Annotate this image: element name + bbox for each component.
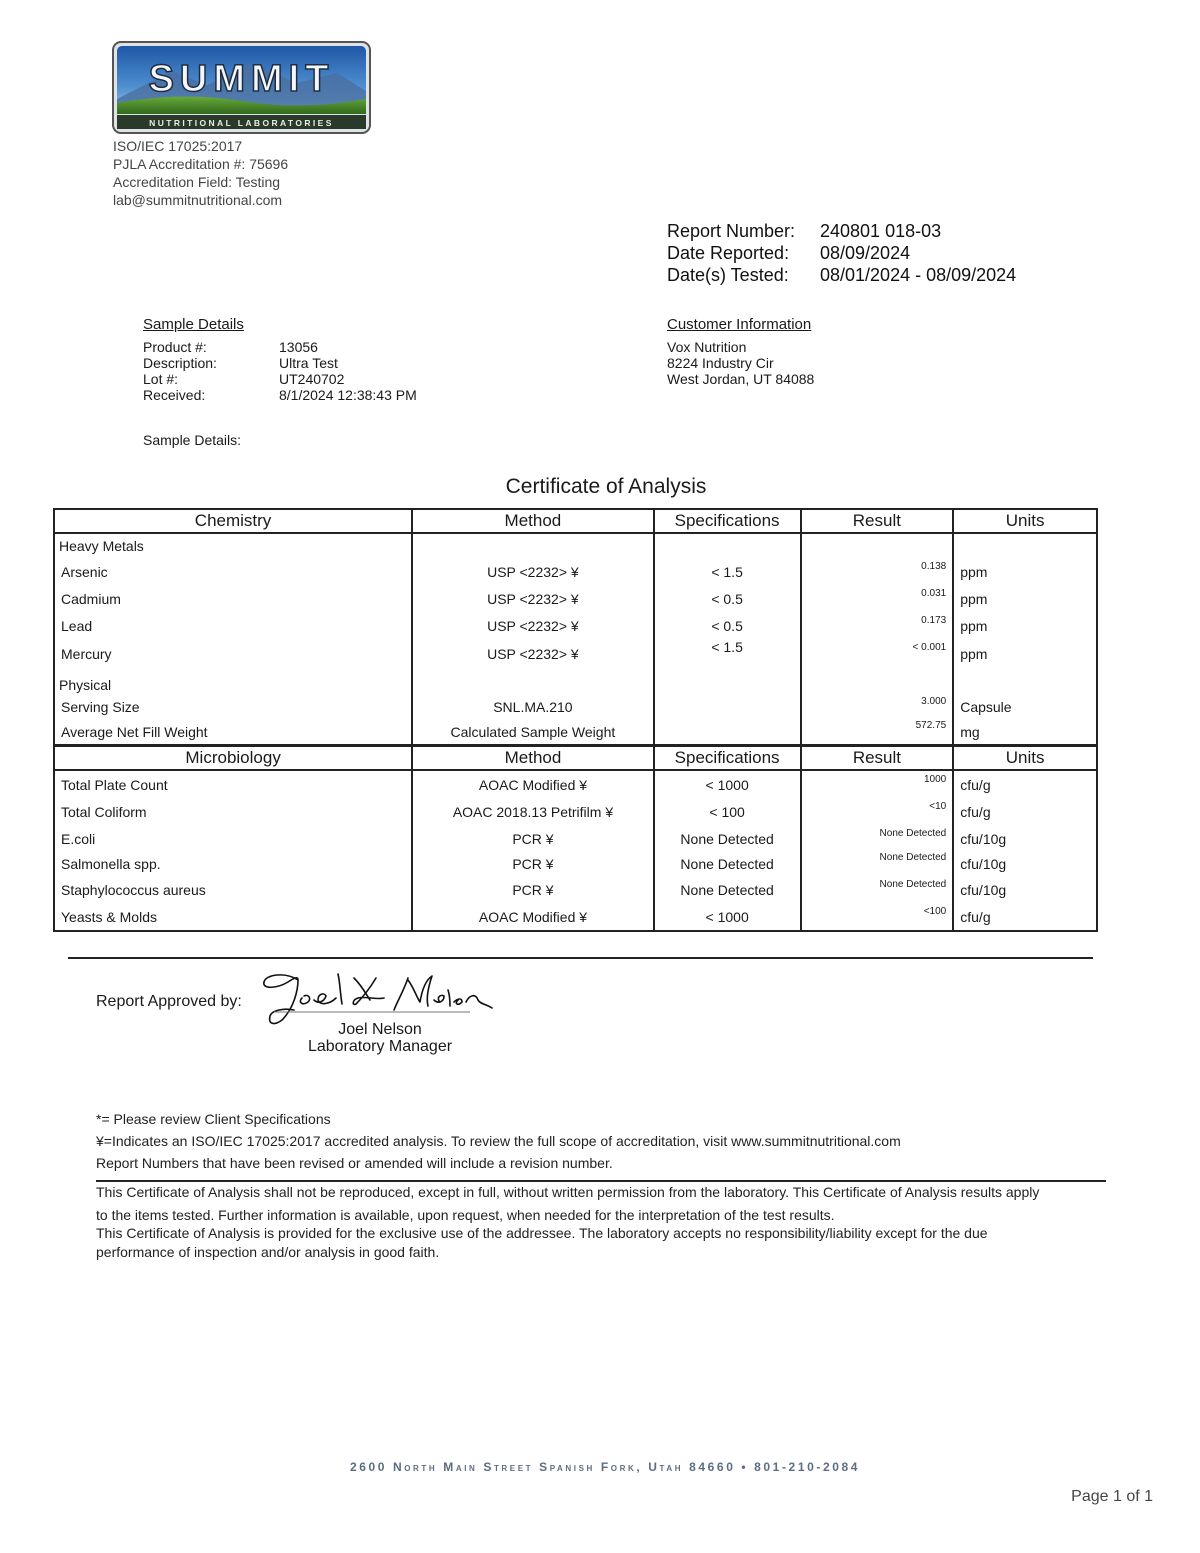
analyte-name: Total Coliform <box>54 798 412 825</box>
sample-details-note-label: Sample Details: <box>143 432 242 448</box>
signature <box>258 968 503 1028</box>
table-row <box>54 639 1097 669</box>
column-header: Method <box>412 746 653 770</box>
column-header: Result <box>801 509 954 533</box>
page-number: Page 1 of 1 <box>1071 1488 1153 1505</box>
product-number: 13056 <box>279 339 318 355</box>
specification: < 0.5 <box>654 612 801 639</box>
result: 0.138 <box>801 558 954 585</box>
disclaimer-line: This Certificate of Analysis shall not be reproduced, except in full, without written permission from the laboratory. This Certificate of Analysis results apply <box>96 1184 1040 1200</box>
column-header: Units <box>953 509 1097 533</box>
customer-city: West Jordan, UT 84088 <box>667 371 815 387</box>
notes <box>96 1108 901 1174</box>
description: Ultra Test <box>279 355 338 371</box>
logo-subtitle: NUTRITIONAL LABORATORIES <box>149 118 334 128</box>
specification: < 1000 <box>654 770 801 798</box>
method: SNL.MA.210 <box>412 693 654 720</box>
result: None Detected <box>801 852 954 876</box>
disclaimer-line: This Certificate of Analysis is provided for the exclusive use of the addressee. The laboratory accepts no responsibility/liability except for the due <box>96 1225 988 1241</box>
note-accreditation: ¥=Indicates an ISO/IEC 17025:2017 accredited analysis. To review the full scope of accreditation, visit www.summitnutritional.com <box>96 1133 901 1149</box>
note-revision: Report Numbers that have been revised or amended will include a revision number. <box>96 1155 613 1171</box>
dates-tested: 08/01/2024 - 08/09/2024 <box>820 265 1017 285</box>
sample-details-title: Sample Details <box>143 316 244 333</box>
customer-information <box>667 316 814 387</box>
units: ppm <box>953 558 1097 585</box>
method: USP <2232> ¥ <box>412 585 654 612</box>
result: 0.173 <box>801 612 954 639</box>
units: ppm <box>953 585 1097 612</box>
table-row <box>54 720 1097 745</box>
result: 3.000 <box>801 693 954 720</box>
method: PCR ¥ <box>412 825 653 852</box>
method: USP <2232> ¥ <box>412 612 654 639</box>
certificate-title: Certificate of Analysis <box>505 475 707 498</box>
received-label: Received: <box>143 387 206 403</box>
units: ppm <box>953 612 1097 639</box>
divider <box>68 957 1093 959</box>
result: 1000 <box>801 770 954 798</box>
method: AOAC Modified ¥ <box>412 770 653 798</box>
analyte-name: Cadmium <box>54 585 412 612</box>
result: 0.031 <box>801 585 954 612</box>
table-row <box>54 798 1097 825</box>
units: cfu/g <box>953 903 1097 931</box>
analyte-name: Arsenic <box>54 558 412 585</box>
customer-name: Vox Nutrition <box>667 339 747 355</box>
specification: < 1.5 <box>654 558 801 585</box>
column-header: Units <box>953 746 1097 770</box>
analyte-name: Yeasts & Molds <box>54 903 412 931</box>
result: None Detected <box>801 876 954 903</box>
units: cfu/g <box>953 798 1097 825</box>
table-row <box>54 558 1097 585</box>
approved-by-label: Report Approved by: <box>96 993 242 1010</box>
analyte-name: Staphylococcus aureus <box>54 876 412 903</box>
summit-logo <box>112 41 371 134</box>
signer-title: Laboratory Manager <box>307 1038 453 1055</box>
accreditation-number: PJLA Accreditation #: 75696 <box>113 156 289 172</box>
specification: < 100 <box>654 798 801 825</box>
column-header: Method <box>412 509 654 533</box>
result: <100 <box>801 903 954 931</box>
group-label: Physical <box>54 669 412 693</box>
group-label: Heavy Metals <box>54 533 412 558</box>
method: PCR ¥ <box>412 876 653 903</box>
lot-number: UT240702 <box>279 371 345 387</box>
specification: < 1.5 <box>654 639 801 669</box>
lab-email: lab@summitnutritional.com <box>113 192 283 208</box>
analyte-name: Serving Size <box>54 693 412 720</box>
sample-details <box>143 316 417 403</box>
analyte-name: E.coli <box>54 825 412 852</box>
lot-number-label: Lot #: <box>143 371 179 387</box>
result: None Detected <box>801 825 954 852</box>
divider <box>96 1180 1106 1182</box>
dates-tested-label: Date(s) Tested: <box>667 265 789 285</box>
analyte-name: Total Plate Count <box>54 770 412 798</box>
report-number-label: Report Number: <box>667 221 796 241</box>
method: Calculated Sample Weight <box>412 720 654 745</box>
date-reported: 08/09/2024 <box>820 243 911 263</box>
column-header: Microbiology <box>54 746 412 770</box>
table-row <box>54 876 1097 903</box>
chemistry-table <box>53 508 1098 746</box>
specification: < 1000 <box>654 903 801 931</box>
column-header: Result <box>801 746 954 770</box>
disclaimer-line: performance of inspection and/or analysis in good faith. <box>96 1243 440 1260</box>
analyte-name: Salmonella spp. <box>54 852 412 876</box>
customer-street: 8224 Industry Cir <box>667 355 774 371</box>
column-header: Specifications <box>654 509 801 533</box>
units: Capsule <box>953 693 1097 720</box>
specification <box>654 720 801 745</box>
analyte-name: Lead <box>54 612 412 639</box>
analyte-name: Mercury <box>54 639 412 669</box>
signer-name: Joel Nelson <box>338 1021 422 1038</box>
product-number-label: Product #: <box>143 339 207 355</box>
specification <box>654 693 801 720</box>
specification: None Detected <box>654 852 801 876</box>
units: cfu/g <box>953 770 1097 798</box>
units: cfu/10g <box>953 876 1097 903</box>
result: < 0.001 <box>801 639 954 669</box>
logo-title: SUMMIT <box>148 58 335 100</box>
result: <10 <box>801 798 954 825</box>
specification: < 0.5 <box>654 585 801 612</box>
specification: None Detected <box>654 876 801 903</box>
method: USP <2232> ¥ <box>412 558 654 585</box>
microbiology-table <box>53 745 1098 932</box>
table-row <box>54 585 1097 612</box>
column-header: Chemistry <box>54 509 412 533</box>
table-row <box>54 852 1097 876</box>
table-row <box>54 903 1097 931</box>
column-header: Specifications <box>654 746 801 770</box>
result: 572.75 <box>801 720 954 745</box>
accreditation-standard: ISO/IEC 17025:2017 <box>113 138 243 154</box>
signer <box>300 1021 460 1055</box>
specification: None Detected <box>654 825 801 852</box>
lab-info <box>113 137 288 209</box>
accreditation-field: Accreditation Field: Testing <box>113 174 281 190</box>
analyte-name: Average Net Fill Weight <box>54 720 412 745</box>
footer-address: 2600 North Main Street Spanish Fork, Utah 84660 • 801-210-2084 <box>349 1460 861 1474</box>
table-row <box>54 693 1097 720</box>
report-meta <box>667 220 1016 286</box>
units: ppm <box>953 639 1097 669</box>
table-row <box>54 770 1097 798</box>
units: cfu/10g <box>953 852 1097 876</box>
report-number: 240801 018-03 <box>820 221 942 241</box>
disclaimer-line: to the items tested. Further information is available, upon request, when needed for the interpretation of the test results. <box>96 1206 835 1223</box>
received: 8/1/2024 12:38:43 PM <box>279 387 417 403</box>
note-client-specs: *= Please review Client Specifications <box>96 1111 331 1127</box>
method: USP <2232> ¥ <box>412 639 654 669</box>
disclaimer <box>96 1183 1096 1261</box>
method: AOAC Modified ¥ <box>412 903 653 931</box>
table-row <box>54 612 1097 639</box>
table-row <box>54 825 1097 852</box>
customer-information-title: Customer Information <box>667 316 812 333</box>
units: mg <box>953 720 1097 745</box>
description-label: Description: <box>143 355 217 371</box>
units: cfu/10g <box>953 825 1097 852</box>
method: PCR ¥ <box>412 852 653 876</box>
date-reported-label: Date Reported: <box>667 243 790 263</box>
method: AOAC 2018.13 Petrifilm ¥ <box>412 798 653 825</box>
